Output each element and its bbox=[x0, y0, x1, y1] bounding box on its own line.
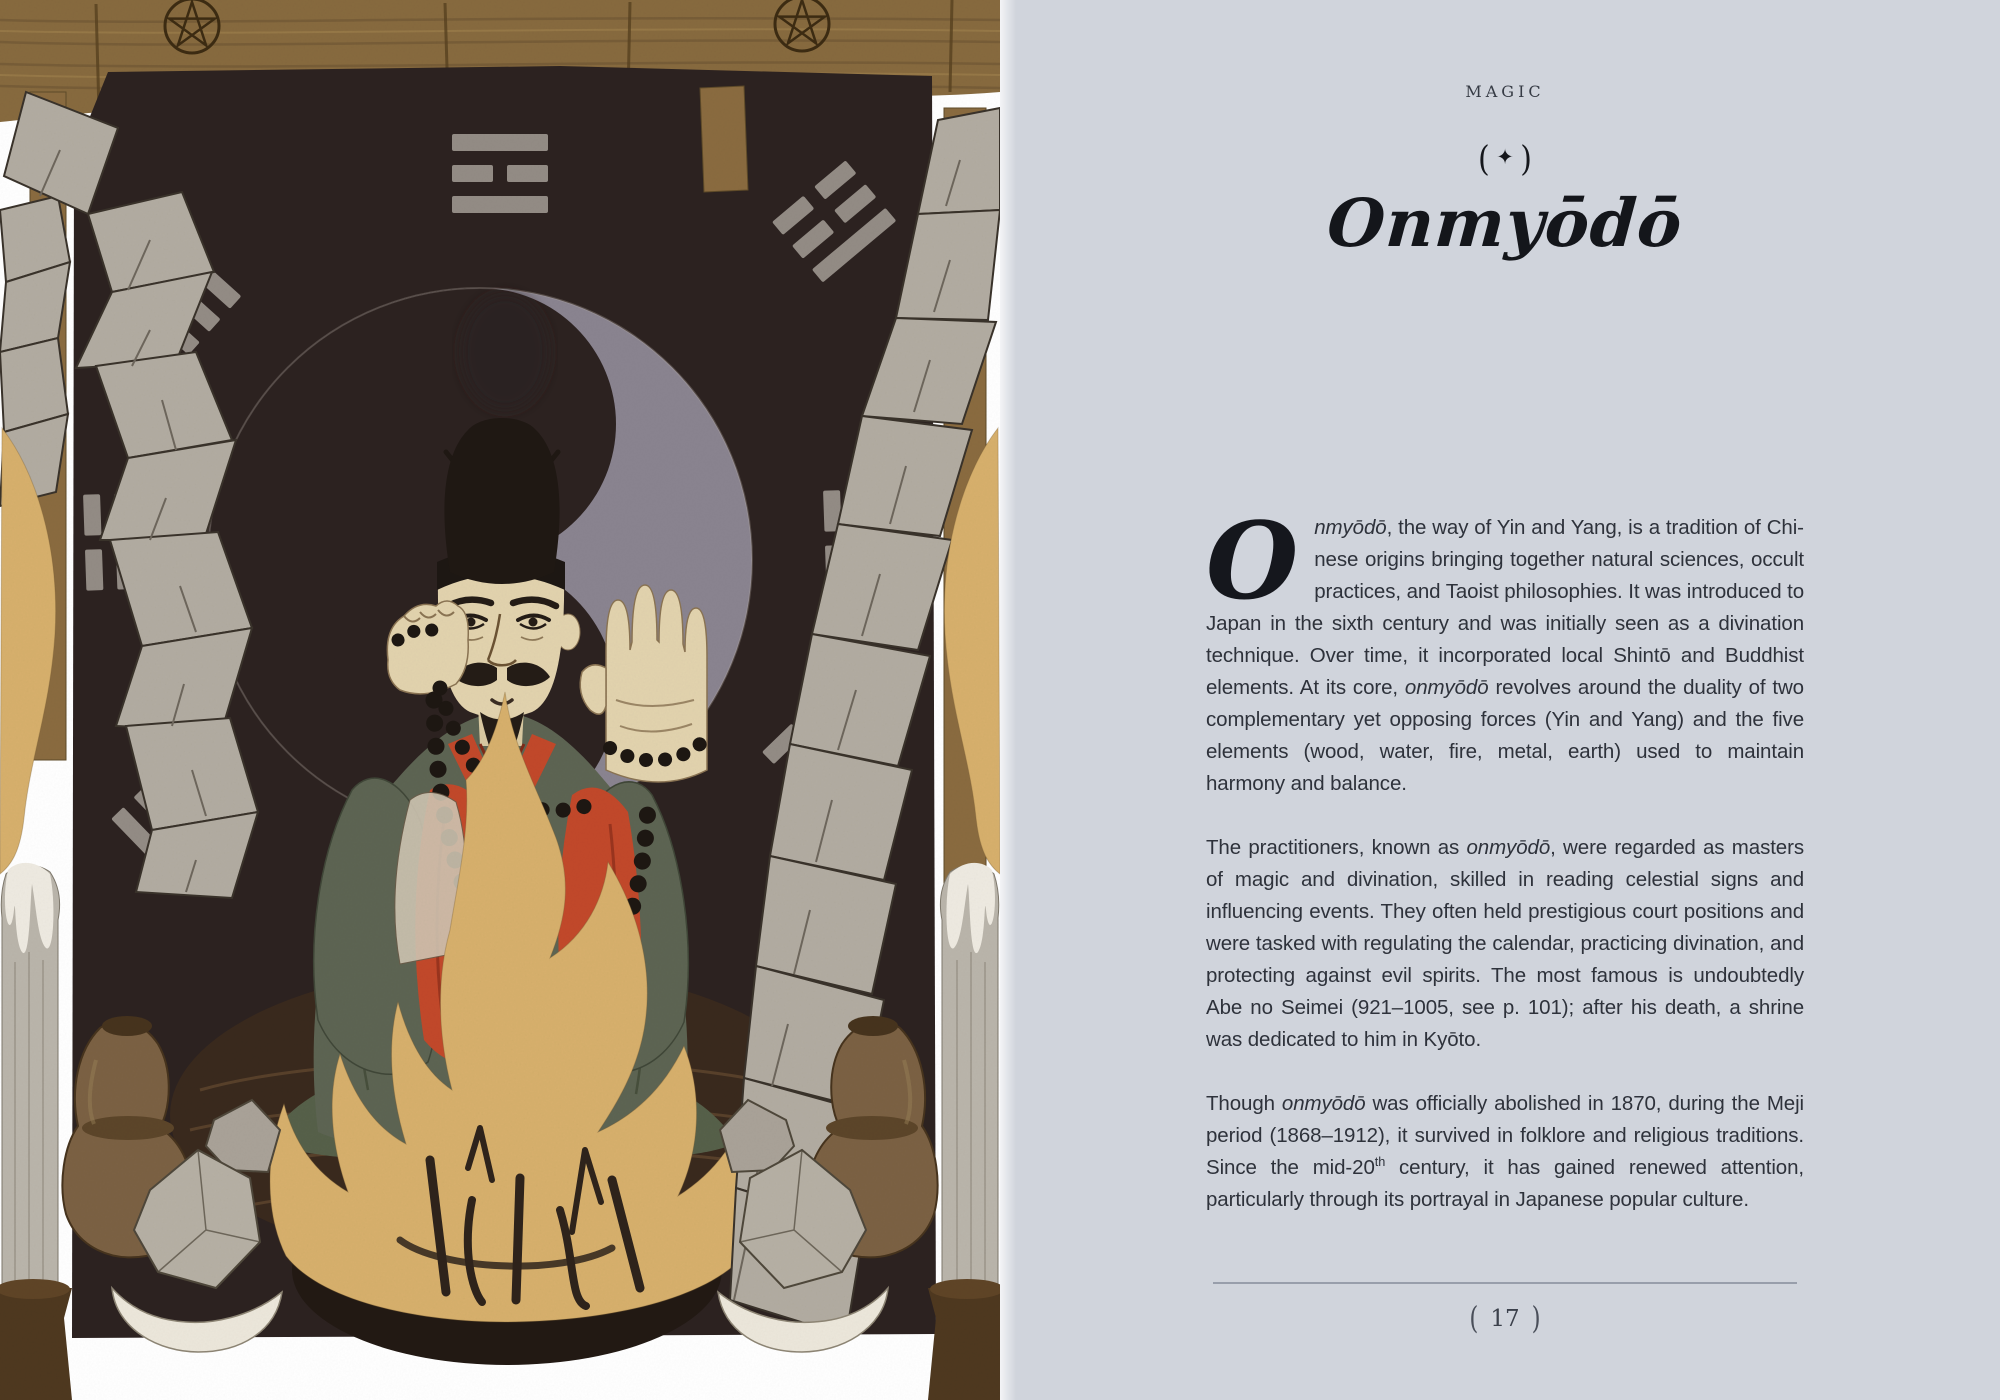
page-number-open-paren: ( bbox=[1469, 1301, 1479, 1337]
section-ornament bbox=[1206, 139, 1804, 180]
chapter-title: Onmyōdō bbox=[1324, 184, 1686, 262]
paragraph-2 bbox=[1206, 832, 1804, 1056]
section-kicker: MAGIC bbox=[1465, 82, 1545, 101]
page-number bbox=[1206, 1301, 1804, 1337]
page-gutter-shadow bbox=[1000, 0, 1016, 1400]
drop-cap: O bbox=[1206, 498, 1299, 623]
paragraph-3 bbox=[1206, 1088, 1804, 1216]
text-page bbox=[1000, 0, 2000, 1400]
paragraph-1-text: nmyōdō, the way of Yin and Yang, is a tradition of Chinese origins bringing together natural sciences, occult practices, and Taoist philosophies. It was introduced to Japan in the sixth century and was initially seen as a divination technique. Over time, it incorporated local Shintō and Buddhist elements. At its core, onmyōdō revolves around the duality of two complementary yet opposing forces (Yin and Yang) and the five elements (wood, water, fire, metal, earth) used to maintain harmony and balance. bbox=[1206, 516, 1804, 795]
paragraph-2-text: The practitioners, known as onmyōdō, were regarded as masters of magic and divination, skilled in reading celestial signs and influencing events. They often held prestigious court positions and were tasked with regulating the calendar, practicing divination, and protecting against evil spirits. The most famous is undoubtedly Abe no Seimei (921–1005, see p. 101); after his death, a shrine was dedicated to him in Kyōto. bbox=[1206, 836, 1804, 1051]
paragraph-3-text: Though onmyōdō was officially abolished in 1870, during the Meji period (1868–1912), it survived in folklore and religious traditions. Since the mid-20th century, it has gained renewed attention, particularly through its portrayal in Japanese popular culture. bbox=[1206, 1092, 1805, 1211]
ornament-close-paren: ) bbox=[1520, 139, 1532, 180]
ornament-open-paren: ( bbox=[1478, 139, 1490, 180]
body-text bbox=[1206, 498, 1805, 1248]
page-number-close-paren: ) bbox=[1531, 1301, 1541, 1337]
text-column bbox=[1206, 0, 1804, 1400]
four-pointed-star-icon: ✦ bbox=[1496, 146, 1514, 169]
paragraph-1 bbox=[1206, 498, 1804, 800]
footer-rule bbox=[1213, 1282, 1797, 1284]
page-number-value: 17 bbox=[1490, 1306, 1520, 1332]
